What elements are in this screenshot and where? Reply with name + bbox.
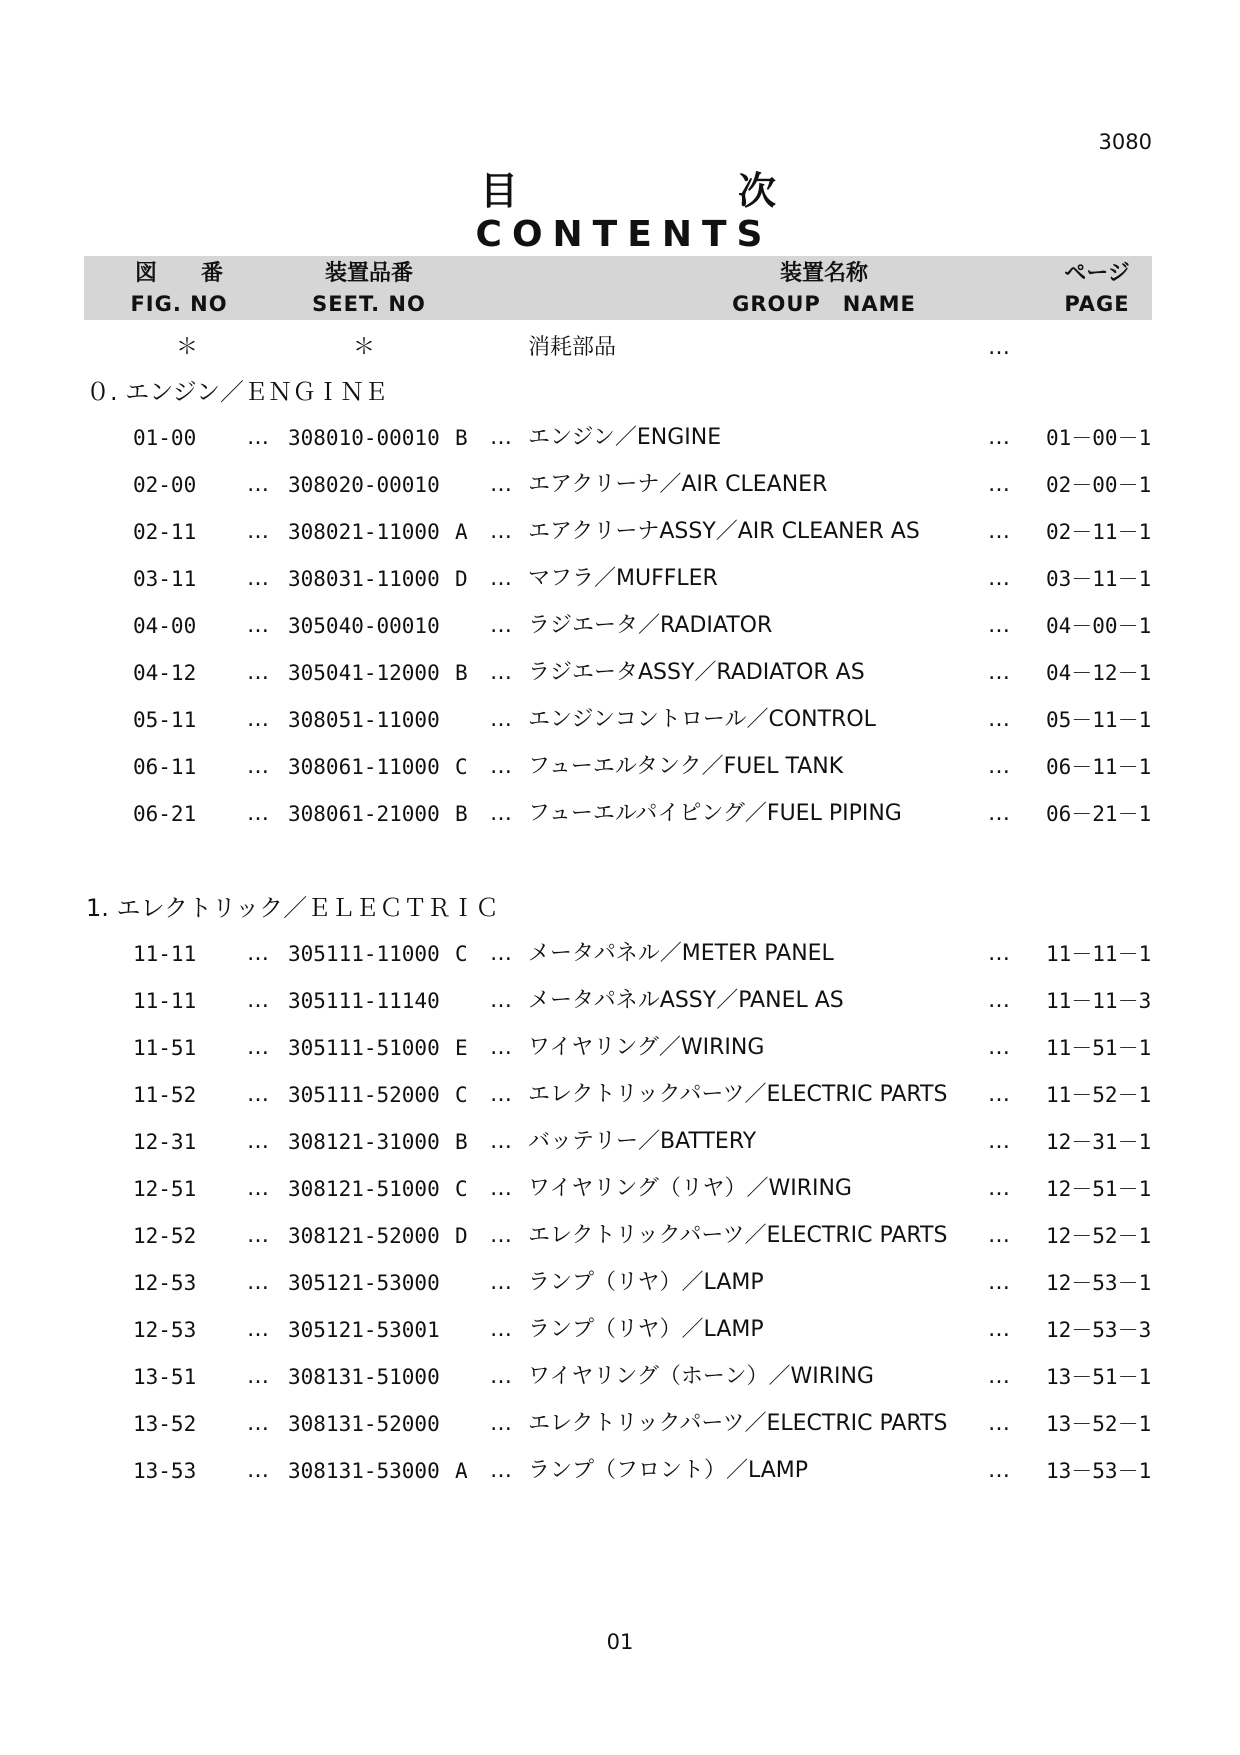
page-ref: 02－00－1 [1046, 473, 1152, 497]
dots: … [247, 1129, 269, 1154]
page-ref: 13－51－1 [1046, 1365, 1152, 1389]
group-name: エレクトリックパーツ／ELECTRIC PARTS [528, 1223, 948, 1248]
dots: … [988, 660, 1010, 685]
toc-row[interactable] [0, 463, 1240, 507]
dots: … [247, 425, 269, 450]
dots: … [247, 613, 269, 638]
page-ref: 11－52－1 [1046, 1083, 1152, 1107]
fig-no: 06-21 [133, 802, 197, 826]
fig-no: 13-53 [133, 1459, 197, 1483]
header-page [1042, 259, 1152, 319]
dots: … [247, 566, 269, 591]
section-heading: 1. エレクトリック／ＥＬＥＣＴＲＩＣ [86, 894, 500, 922]
seet-no: 305111-51000 [288, 1036, 440, 1060]
dots: … [988, 707, 1010, 732]
consumables-fig: ＊ [176, 335, 199, 360]
consumables-dots: … [988, 335, 1010, 360]
toc-row[interactable] [0, 1120, 1240, 1164]
group-name: エアクリーナ／AIR CLEANER [528, 472, 828, 497]
group-name: ランプ（リヤ）／LAMP [528, 1270, 764, 1295]
dots: … [490, 707, 512, 732]
header-fig-jp: 図 番 [134, 261, 223, 286]
group-name: ワイヤリング（ホーン）／WIRING [528, 1364, 874, 1389]
fig-no: 12-53 [133, 1271, 197, 1295]
group-name: エアクリーナASSY／AIR CLEANER AS [528, 519, 920, 544]
seet-no: 308061-11000 [288, 755, 440, 779]
toc-row[interactable] [0, 510, 1240, 554]
dots: … [247, 472, 269, 497]
toc-row[interactable] [0, 1355, 1240, 1399]
toc-row[interactable] [0, 979, 1240, 1023]
dots: … [988, 1223, 1010, 1248]
header-fig-en: FIG. NO [130, 292, 228, 316]
seet-no: 305111-52000 [288, 1083, 440, 1107]
header-seet-en: SEET. NO [312, 292, 426, 316]
dots: … [490, 566, 512, 591]
seet-no: 305111-11000 [288, 942, 440, 966]
fig-no: 05-11 [133, 708, 197, 732]
page-ref: 01－00－1 [1046, 426, 1152, 450]
toc-row[interactable] [0, 651, 1240, 695]
dots: … [247, 1082, 269, 1107]
fig-no: 12-52 [133, 1224, 197, 1248]
dots: … [988, 988, 1010, 1013]
header-fig-no [84, 259, 274, 319]
dots: … [988, 425, 1010, 450]
fig-no: 02-00 [133, 473, 197, 497]
revision: B [455, 1130, 468, 1154]
header-page-jp: ページ [1064, 261, 1130, 286]
dots: … [490, 613, 512, 638]
seet-no: 308010-00010 [288, 426, 440, 450]
group-name: エンジンコントロール／CONTROL [528, 707, 876, 732]
seet-no: 308021-11000 [288, 520, 440, 544]
group-name: ラジエータASSY／RADIATOR AS [528, 660, 865, 685]
dots: … [490, 1317, 512, 1342]
fig-no: 02-11 [133, 520, 197, 544]
fig-no: 11-52 [133, 1083, 197, 1107]
toc-row[interactable] [0, 745, 1240, 789]
dots: … [988, 754, 1010, 779]
seet-no: 305121-53000 [288, 1271, 440, 1295]
seet-no: 308131-52000 [288, 1412, 440, 1436]
dots: … [988, 472, 1010, 497]
toc-row[interactable] [0, 557, 1240, 601]
dots: … [247, 754, 269, 779]
toc-row[interactable] [0, 416, 1240, 460]
dots: … [988, 1317, 1010, 1342]
dots: … [988, 941, 1010, 966]
dots: … [988, 1458, 1010, 1483]
dots: … [247, 1317, 269, 1342]
dots: … [247, 1270, 269, 1295]
dots: … [988, 1270, 1010, 1295]
page-ref: 04－00－1 [1046, 614, 1152, 638]
dots: … [988, 1411, 1010, 1436]
fig-no: 13-52 [133, 1412, 197, 1436]
dots: … [490, 1176, 512, 1201]
group-name: メータパネルASSY／PANEL AS [528, 988, 844, 1013]
revision: A [455, 520, 468, 544]
dots: … [247, 1364, 269, 1389]
group-name: フューエルパイピング／FUEL PIPING [528, 801, 902, 826]
seet-no: 308131-51000 [288, 1365, 440, 1389]
dots: … [490, 1082, 512, 1107]
fig-no: 03-11 [133, 567, 197, 591]
group-name: バッテリー／BATTERY [528, 1129, 757, 1154]
group-name: メータパネル／METER PANEL [528, 941, 834, 966]
dots: … [247, 707, 269, 732]
fig-no: 12-31 [133, 1130, 197, 1154]
dots: … [490, 1129, 512, 1154]
group-name: マフラ／MUFFLER [528, 566, 718, 591]
header-group-en: GROUP NAME [732, 292, 916, 316]
toc-row[interactable] [0, 1214, 1240, 1258]
dots: … [490, 1364, 512, 1389]
toc-row[interactable] [0, 1073, 1240, 1117]
page-number: 01 [606, 1630, 634, 1654]
title-japanese [0, 160, 1240, 213]
dots: … [988, 1035, 1010, 1060]
revision: C [455, 1177, 468, 1201]
dots: … [490, 754, 512, 779]
fig-no: 11-11 [133, 989, 197, 1013]
dots: … [490, 988, 512, 1013]
page-ref: 12－53－1 [1046, 1271, 1152, 1295]
page-ref: 13－52－1 [1046, 1412, 1152, 1436]
dots: … [247, 1176, 269, 1201]
toc-row[interactable] [0, 1167, 1240, 1211]
group-name: エレクトリックパーツ／ELECTRIC PARTS [528, 1411, 948, 1436]
page-ref: 05－11－1 [1046, 708, 1152, 732]
dots: … [247, 1458, 269, 1483]
header-seet-jp: 装置品番 [324, 261, 413, 286]
dots: … [490, 941, 512, 966]
dots: … [247, 1035, 269, 1060]
page-ref: 02－11－1 [1046, 520, 1152, 544]
seet-no: 305111-11140 [288, 989, 440, 1013]
page-ref: 12－52－1 [1046, 1224, 1152, 1248]
header-seet-no [274, 259, 464, 319]
page-ref: 11－11－1 [1046, 942, 1152, 966]
seet-no: 308051-11000 [288, 708, 440, 732]
page-ref: 12－51－1 [1046, 1177, 1152, 1201]
header-group-jp: 装置名称 [779, 261, 868, 286]
page-ref: 06－21－1 [1046, 802, 1152, 826]
dots: … [490, 519, 512, 544]
seet-no: 308121-51000 [288, 1177, 440, 1201]
dots: … [490, 1223, 512, 1248]
fig-no: 04-00 [133, 614, 197, 638]
dots: … [247, 988, 269, 1013]
dots: … [490, 472, 512, 497]
toc-row[interactable] [0, 1308, 1240, 1352]
page-ref: 12－31－1 [1046, 1130, 1152, 1154]
consumables-row [0, 326, 1240, 370]
seet-no: 305041-12000 [288, 661, 440, 685]
seet-no: 308121-52000 [288, 1224, 440, 1248]
consumables-name: 消耗部品 [528, 335, 617, 360]
page-ref: 13－53－1 [1046, 1459, 1152, 1483]
dots: … [247, 660, 269, 685]
dots: … [247, 1411, 269, 1436]
title-jp-left: 目 [480, 169, 519, 213]
seet-no: 308020-00010 [288, 473, 440, 497]
dots: … [988, 1364, 1010, 1389]
dots: … [490, 1458, 512, 1483]
consumables-seet: ＊ [353, 335, 376, 360]
dots: … [247, 801, 269, 826]
dots: … [988, 613, 1010, 638]
dots: … [490, 801, 512, 826]
page-ref: 03－11－1 [1046, 567, 1152, 591]
header-page-en: PAGE [1064, 292, 1130, 316]
dots: … [247, 941, 269, 966]
group-name: エンジン／ENGINE [528, 425, 722, 450]
group-name: ランプ（フロント）／LAMP [528, 1458, 809, 1483]
dots: … [490, 1270, 512, 1295]
page-ref: 06－11－1 [1046, 755, 1152, 779]
dots: … [490, 425, 512, 450]
section-heading: ０. エンジン／ＥＮＧＩＮＥ [86, 378, 389, 406]
revision: B [455, 426, 468, 450]
dots: … [490, 1411, 512, 1436]
table-header [84, 256, 1152, 320]
revision: A [455, 1459, 468, 1483]
seet-no: 308031-11000 [288, 567, 440, 591]
dots: … [988, 566, 1010, 591]
toc-row[interactable] [0, 932, 1240, 976]
seet-no: 305121-53001 [288, 1318, 440, 1342]
dots: … [988, 801, 1010, 826]
fig-no: 13-51 [133, 1365, 197, 1389]
group-name: ランプ（リヤ）／LAMP [528, 1317, 764, 1342]
dots: … [247, 519, 269, 544]
toc-row[interactable] [0, 1402, 1240, 1446]
fig-no: 12-53 [133, 1318, 197, 1342]
group-name: フューエルタンク／FUEL TANK [528, 754, 844, 779]
header-group-name [624, 259, 1024, 319]
group-name: ラジエータ／RADIATOR [528, 613, 773, 638]
fig-no: 06-11 [133, 755, 197, 779]
page-ref: 04－12－1 [1046, 661, 1152, 685]
dots: … [988, 1176, 1010, 1201]
fig-no: 04-12 [133, 661, 197, 685]
toc-row[interactable] [0, 792, 1240, 836]
dots: … [490, 1035, 512, 1060]
toc-row[interactable] [0, 604, 1240, 648]
page-ref: 11－51－1 [1046, 1036, 1152, 1060]
revision: C [455, 942, 468, 966]
revision: C [455, 755, 468, 779]
seet-no: 308131-53000 [288, 1459, 440, 1483]
fig-no: 11-51 [133, 1036, 197, 1060]
group-name: エレクトリックパーツ／ELECTRIC PARTS [528, 1082, 948, 1107]
toc-row[interactable] [0, 1449, 1240, 1493]
page-ref: 11－11－3 [1046, 989, 1152, 1013]
toc-row[interactable] [0, 1261, 1240, 1305]
seet-no: 308121-31000 [288, 1130, 440, 1154]
seet-no: 305040-00010 [288, 614, 440, 638]
revision: C [455, 1083, 468, 1107]
toc-row[interactable] [0, 1026, 1240, 1070]
dots: … [988, 1082, 1010, 1107]
seet-no: 308061-21000 [288, 802, 440, 826]
fig-no: 11-11 [133, 942, 197, 966]
revision: D [455, 567, 468, 591]
dots: … [490, 660, 512, 685]
title-jp-right: 次 [738, 169, 777, 213]
dots: … [988, 519, 1010, 544]
toc-row[interactable] [0, 698, 1240, 742]
document-number: 3080 [1098, 130, 1152, 154]
revision: E [455, 1036, 468, 1060]
revision: B [455, 802, 468, 826]
page-ref: 12－53－3 [1046, 1318, 1152, 1342]
fig-no: 01-00 [133, 426, 197, 450]
title-english: CONTENTS [475, 214, 773, 255]
dots: … [988, 1129, 1010, 1154]
fig-no: 12-51 [133, 1177, 197, 1201]
dots: … [247, 1223, 269, 1248]
revision: B [455, 661, 468, 685]
group-name: ワイヤリング（リヤ）／WIRING [528, 1176, 852, 1201]
group-name: ワイヤリング／WIRING [528, 1035, 765, 1060]
revision: D [455, 1224, 468, 1248]
